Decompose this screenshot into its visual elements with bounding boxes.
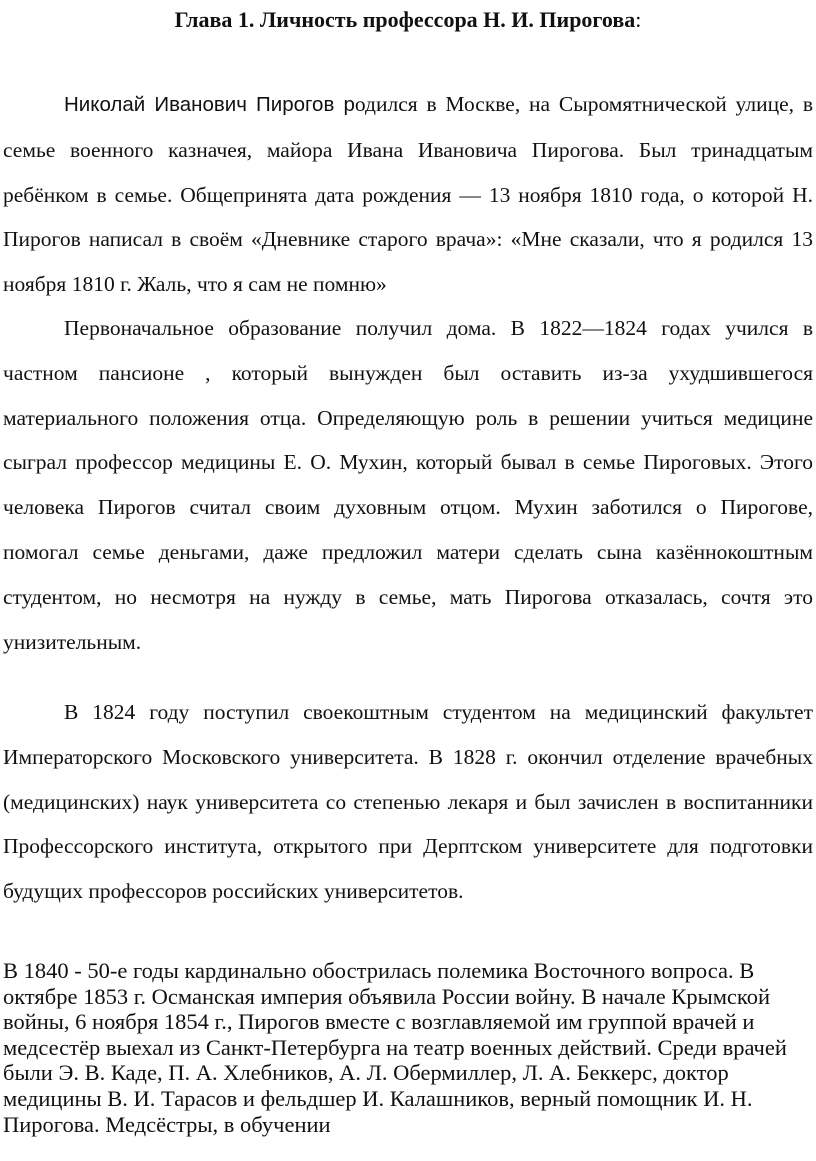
paragraph-lead-name: Николай Иванович Пирогов р <box>64 93 355 116</box>
paragraph-text: В 1840 - 50-е годы кардинально обострилась полемика Восточного вопроса. В октябре 1853 г. Османская империя объявила России войну. В начале Крымской войны, 6 ноября 1854 г., Пирогов вместе с возглавляемой им группой врачей и медсестёр выехал из Санкт-Петербурга на театр военных действий. Среди врачей были Э. В. Каде, П. А. Хлебников, А. Л. Обермиллер, Л. А. Беккерс, доктор медицины В. И. Тарасов и фельдшер И. Калашников, верный помощник И. Н. Пирогова. Медсёстры, в обучении <box>3 958 787 1137</box>
paragraph-text: В 1824 году поступил своекоштным студентом на медицинский факультет Императорского Московского университета. В 1828 г. окончил отделение врачебных (медицинских) наук университета со степенью лекаря и был зачислен в воспитанники Профессорского института, открытого при Дерптском университете для подготовки будущих профессоров российских университетов. <box>3 700 813 904</box>
paragraph-university <box>3 690 813 914</box>
chapter-heading <box>0 6 816 34</box>
paragraph-crimean-war <box>3 958 815 1137</box>
chapter-title: Глава 1. Личность профессора Н. И. Пирогова <box>174 7 636 32</box>
paragraph-biography-birth <box>3 82 813 307</box>
chapter-title-colon: : <box>635 7 642 32</box>
paragraph-text: Первоначальное образование получил дома. В 1822—1824 годах учился в частном пансионе , который вынужден был оставить из-за ухудшившегося материального положения отца. Определяющую роль в решении учиться медицине сыграл профессор медицины Е. О. Мухин, который бывал в семье Пироговых. Этого человека Пирогов считал своим духовным отцом. Мухин заботился о Пирогове, помогал семье деньгами, даже предложил матери сделать сына казённокоштным студентом, но несмотря на нужду в семье, мать Пирогова отказалась, сочтя это унизительным. <box>3 316 813 654</box>
paragraph-early-education <box>3 306 813 664</box>
paragraph-text: одился в Москве, на Сыромятнической улице, в семье военного казначея, майора Ивана Ивановича Пирогова. Был тринадцатым ребёнком в семье. Общепринята дата рождения — 13 ноября 1810 года, о которой Н. Пирогов написал в своём «Дневнике старого врача»: «Мне сказали, что я родился 13 ноября 1810 г. Жаль, что я сам не помню» <box>3 92 813 297</box>
